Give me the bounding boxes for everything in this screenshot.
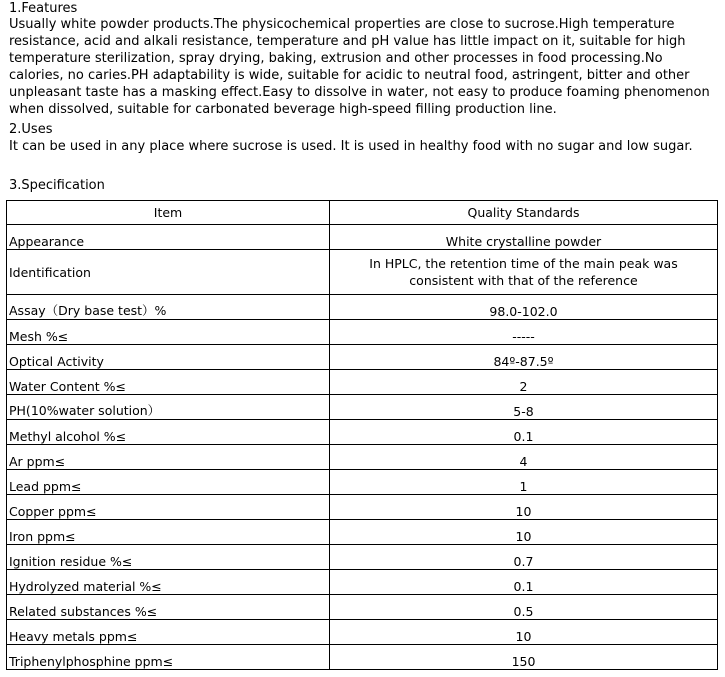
row-standard: 1 (330, 470, 718, 495)
features-heading: 1.Features (9, 1, 78, 16)
row-standard: 4 (330, 445, 718, 470)
row-item: Related substances %≤ (7, 595, 330, 620)
table-row (7, 495, 718, 520)
row-standard: 2 (330, 370, 718, 395)
row-standard: In HPLC, the retention time of the main peak was consistent with that of the reference (330, 250, 718, 295)
row-standard: 150 (330, 645, 718, 670)
table-row (7, 395, 718, 420)
table-row (7, 470, 718, 495)
row-item: Assay（Dry base test）% (7, 295, 330, 320)
row-item: Hydrolyzed material %≤ (7, 570, 330, 595)
row-standard: White crystalline powder (330, 225, 718, 250)
row-standard: ----- (330, 320, 718, 345)
row-item: Mesh %≤ (7, 320, 330, 345)
table-row (7, 520, 718, 545)
table-row (7, 545, 718, 570)
row-standard: 10 (330, 495, 718, 520)
table-row (7, 420, 718, 445)
uses-paragraph: It can be used in any place where sucrose is used. It is used in healthy food with no sugar and low sugar. (9, 139, 693, 154)
row-item: Copper ppm≤ (7, 495, 330, 520)
row-item: Lead ppm≤ (7, 470, 330, 495)
table-row (7, 345, 718, 370)
row-standard: 84º-87.5º (330, 345, 718, 370)
row-item: Ar ppm≤ (7, 445, 330, 470)
row-item: Water Content %≤ (7, 370, 330, 395)
row-item: PH(10%water solution） (7, 395, 330, 420)
row-item: Appearance (7, 225, 330, 250)
row-item: Ignition residue %≤ (7, 545, 330, 570)
table-row (7, 445, 718, 470)
features-paragraph: Usually white powder products.The physicochemical properties are close to sucrose.High temperature resistance, acid and alkali resistance, temperature and pH value has little impact on it, suitable for high temperature sterilization, spray drying, baking, extrusion and other processes in food processing.No calories, no caries.PH adaptability is wide, suitable for acidic to neutral food, astringent, bitter and other unpleasant taste has a masking effect.Easy to dissolve in water, not easy to produce foaming phenomenon when dissolved, suitable for carbonated beverage high-speed filling production line. (9, 17, 710, 117)
table-row (7, 595, 718, 620)
table-row (7, 570, 718, 595)
table-row (7, 645, 718, 670)
row-standard: 0.5 (330, 595, 718, 620)
table-row (7, 250, 718, 295)
specification-heading: 3.Specification (9, 178, 105, 193)
row-item: Heavy metals ppm≤ (7, 620, 330, 645)
row-standard: 5-8 (330, 395, 718, 420)
row-item: Methyl alcohol %≤ (7, 420, 330, 445)
table-header-row (7, 201, 718, 225)
row-standard: 0.7 (330, 545, 718, 570)
specification-table (6, 200, 718, 670)
table-row (7, 295, 718, 320)
row-standard: 10 (330, 620, 718, 645)
row-standard: 0.1 (330, 570, 718, 595)
table-row (7, 620, 718, 645)
table-row (7, 225, 718, 250)
uses-heading: 2.Uses (9, 122, 53, 137)
table-row (7, 320, 718, 345)
row-item: Identification (7, 250, 330, 295)
row-item: Iron ppm≤ (7, 520, 330, 545)
row-item: Optical Activity (7, 345, 330, 370)
row-standard: 10 (330, 520, 718, 545)
row-standard: 0.1 (330, 420, 718, 445)
row-item: Triphenylphosphine ppm≤ (7, 645, 330, 670)
column-header-quality-standards: Quality Standards (330, 201, 718, 225)
table-row (7, 370, 718, 395)
row-standard: 98.0-102.0 (330, 295, 718, 320)
column-header-item: Item (7, 201, 330, 225)
